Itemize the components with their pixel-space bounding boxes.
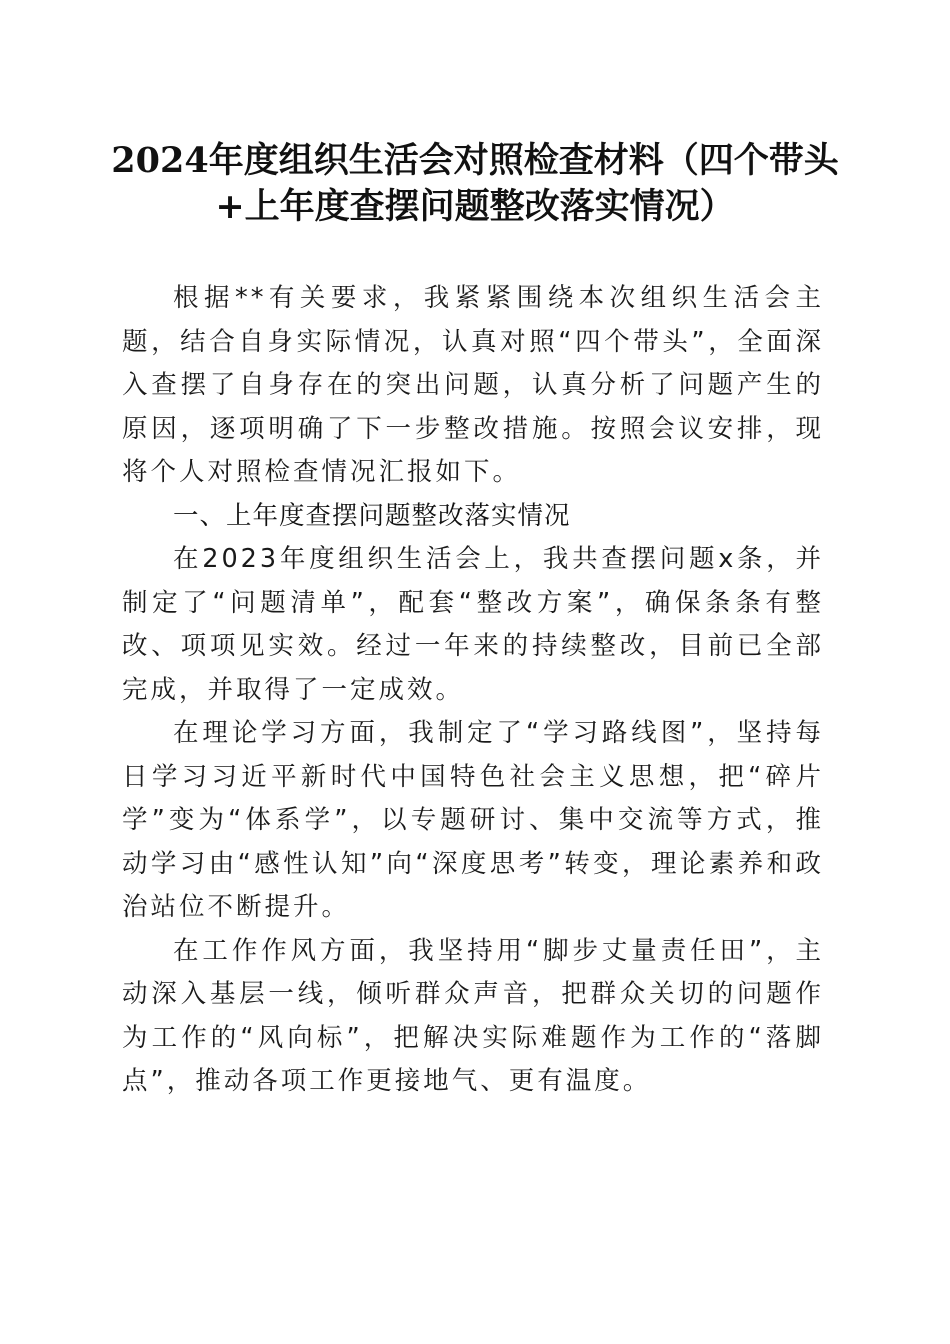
document-body	[122, 277, 824, 1104]
section-heading-1: 一、上年度查摆问题整改落实情况	[173, 500, 571, 531]
section1-paragraph-2: 在理论学习方面，我制定了“学习路线图”，坚持每日学习习近平新时代中国特色社会主义思想，把“碎片学”变为“体系学”，以专题研讨、集中交流等方式，推动学习由“感性认知”向“深度思考”转变，理论素养和政治站位不断提升。	[122, 718, 824, 922]
intro-paragraph: 根据**有关要求，我紧紧围绕本次组织生活会主题，结合自身实际情况，认真对照“四个带头”，全面深入查摆了自身存在的突出问题，认真分析了问题产生的原因，逐项明确了下一步整改措施。按照会议安排，现将个人对照检查情况汇报如下。	[122, 283, 824, 487]
section1-paragraph-1: 在2023年度组织生活会上，我共查摆问题x条，并制定了“问题清单”，配套“整改方案”，确保条条有整改、项项见实效。经过一年来的持续整改，目前已全部完成，并取得了一定成效。	[122, 544, 824, 705]
document-title: 2024年度组织生活会对照检查材料（四个带头+上年度查摆问题整改落实情况）	[111, 140, 839, 227]
section1-paragraph-3: 在工作作风方面，我坚持用“脚步丈量责任田”，主动深入基层一线，倾听群众声音，把群众关切的问题作为工作的“风向标”，把解决实际难题作为工作的“落脚点”，推动各项工作更接地气、更有温度。	[122, 935, 824, 1096]
